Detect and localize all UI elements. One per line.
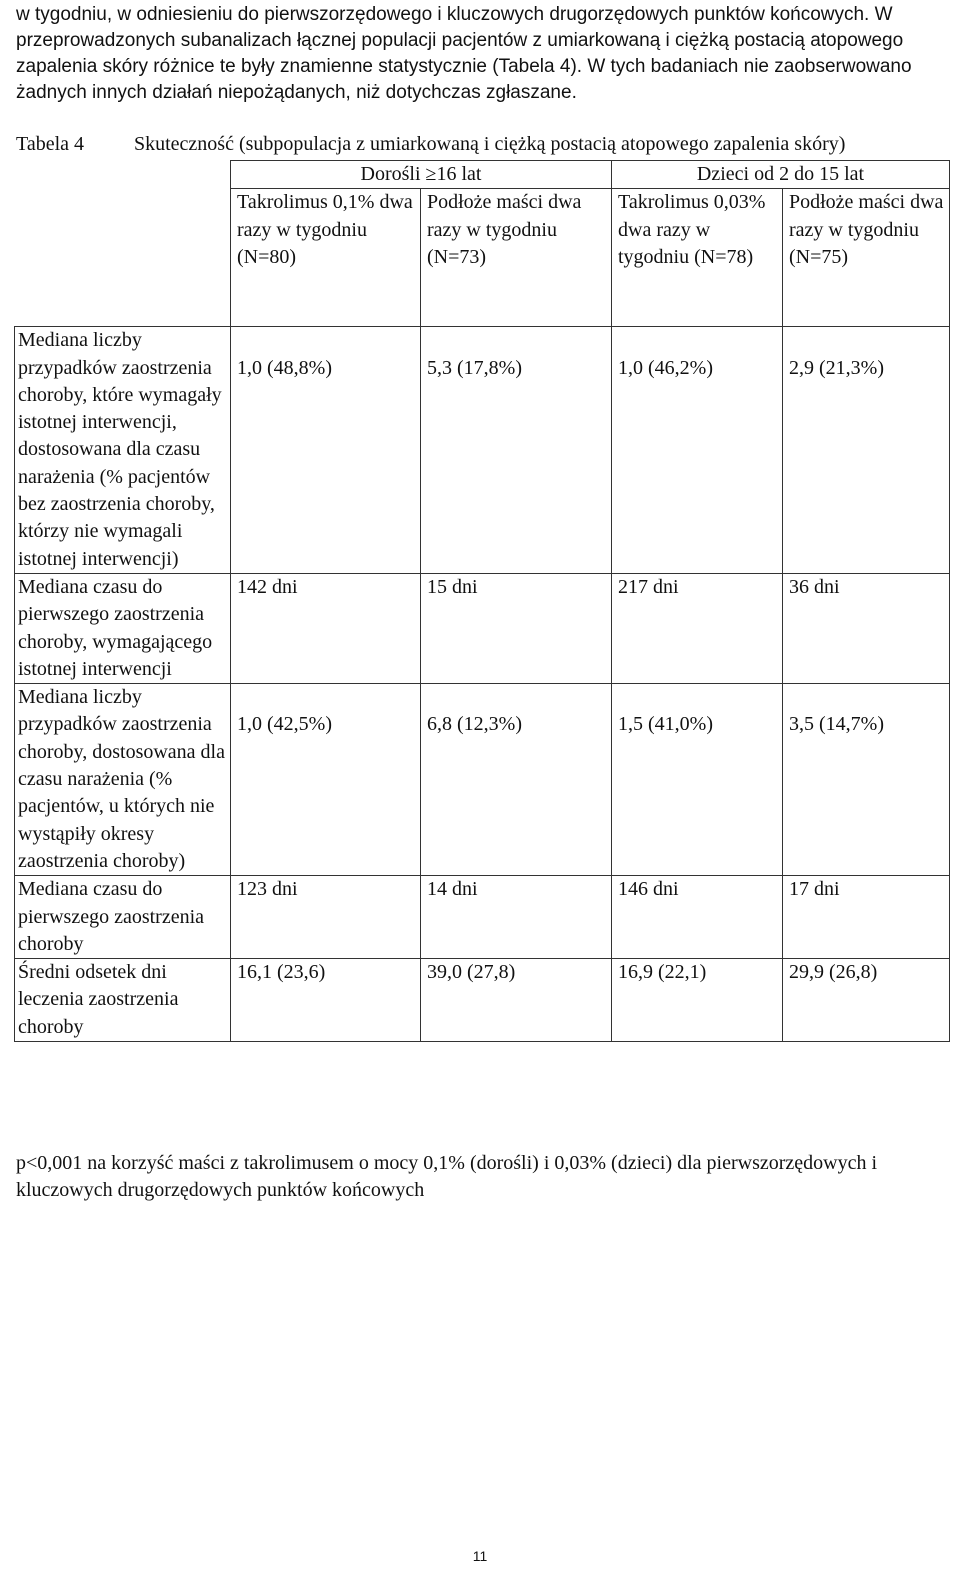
row-label: Mediana czasu do pierwszego zaostrzenia choroby xyxy=(15,876,231,959)
table-label: Tabela 4 xyxy=(16,133,85,155)
table-cell: 2,9 (21,3%) xyxy=(783,327,950,574)
group-header-adults: Dorośli ≥16 lat xyxy=(231,161,612,189)
table-cell: 5,3 (17,8%) xyxy=(421,327,612,574)
table-cell: 39,0 (27,8) xyxy=(421,959,612,1042)
intro-paragraph: w tygodniu, w odniesieniu do pierwszorzędowego i kluczowych drugorzędowych punktów końcowych. W przeprowadzonych subanalizach łącznej populacji pacjentów z umiarkowaną i ciężką postacią atopowego zapalenia skóry różnice te były znamienne statystycznie (Tabela 4). W tych badaniach nie zaobserwowano żadnych innych działań niepożądanych, niż dotychczas zgłaszane. xyxy=(16,4,912,103)
table-cell: 17 dni xyxy=(783,876,950,959)
table-cell: 14 dni xyxy=(421,876,612,959)
table-row xyxy=(15,573,950,683)
row-label: Mediana liczby przypadków zaostrzenia choroby, dostosowana dla czasu narażenia (% pacjentów, u których nie wystąpiły okresy zaostrzenia choroby) xyxy=(15,684,231,876)
table-cell: 142 dni xyxy=(231,573,421,683)
table-row xyxy=(15,684,950,876)
column-header: Takrolimus 0,1% dwa razy w tygodniu (N=80) xyxy=(231,189,421,327)
row-label: Średni odsetek dni leczenia zaostrzenia choroby xyxy=(15,959,231,1042)
group-header-children: Dzieci od 2 do 15 lat xyxy=(612,161,950,189)
table-cell: 16,9 (22,1) xyxy=(612,959,783,1042)
column-header: Podłoże maści dwa razy w tygodniu (N=73) xyxy=(421,189,612,327)
table-cell: 1,0 (42,5%) xyxy=(231,684,421,876)
table-cell: 36 dni xyxy=(783,573,950,683)
table-cell: 1,0 (46,2%) xyxy=(612,327,783,574)
table-cell: 1,0 (48,8%) xyxy=(231,327,421,574)
table-footnote: p<0,001 na korzyść maści z takrolimusem o mocy 0,1% (dorośli) i 0,03% (dzieci) dla pierwszorzędowych i kluczowych drugorzędowych punktów końcowych xyxy=(16,1152,878,1202)
table-cell: 29,9 (26,8) xyxy=(783,959,950,1042)
table-cell: 3,5 (14,7%) xyxy=(783,684,950,876)
column-header: Takrolimus 0,03% dwa razy w tygodniu (N=78) xyxy=(612,189,783,327)
table-cell: 146 dni xyxy=(612,876,783,959)
table-row xyxy=(15,876,950,959)
column-header: Podłoże maści dwa razy w tygodniu (N=75) xyxy=(783,189,950,327)
group-header-row xyxy=(15,161,950,189)
table-cell: 123 dni xyxy=(231,876,421,959)
row-label: Mediana liczby przypadków zaostrzenia choroby, które wymagały istotnej interwencji, dostosowana dla czasu narażenia (% pacjentów bez zaostrzenia choroby, którzy nie wymagali istotnej interwencji) xyxy=(15,327,231,574)
table-title: Skuteczność (subpopulacja z umiarkowaną i ciężką postacią atopowego zapalenia skóry) xyxy=(134,133,846,155)
table-cell: 15 dni xyxy=(421,573,612,683)
page-number: 11 xyxy=(472,1548,488,1564)
table-cell: 6,8 (12,3%) xyxy=(421,684,612,876)
empty-header-cell xyxy=(15,161,231,327)
table-cell: 217 dni xyxy=(612,573,783,683)
efficacy-table xyxy=(14,160,950,1042)
table-cell: 1,5 (41,0%) xyxy=(612,684,783,876)
row-label: Mediana czasu do pierwszego zaostrzenia choroby, wymagającego istotnej interwencji xyxy=(15,573,231,683)
table-cell: 16,1 (23,6) xyxy=(231,959,421,1042)
table-row xyxy=(15,327,950,574)
table-row xyxy=(15,959,950,1042)
